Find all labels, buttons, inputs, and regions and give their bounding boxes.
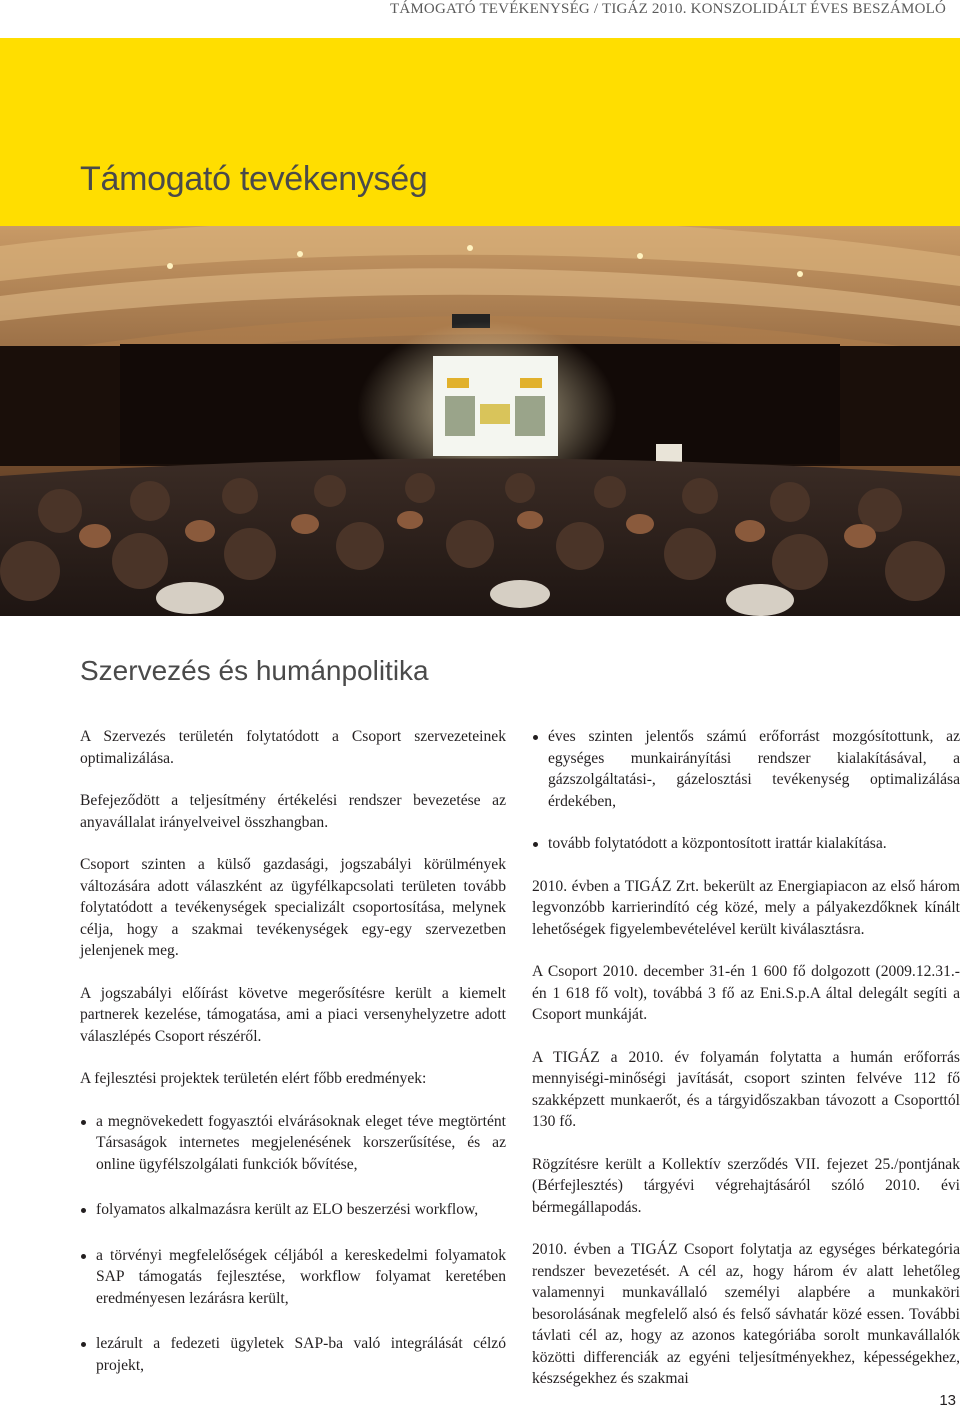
list-item: éves szinten jelentős számú erőforrást mozgósítottunk, az egységes munkairányítási rendszer kialakításával, a gázszolgáltatási-, gázelosztási tevékenység optimalizálása érdekében,: [532, 726, 960, 812]
conference-photo: [0, 226, 960, 616]
paragraph: 2010. évben a TIGÁZ Csoport folytatja az egységes bérkategória rendszer bevezetését. A cél az, hogy három év alatt lehetőleg valamennyi munkavállaló személyi alapbére a munkaköri besorolásának megfelelő alsó és felső sávhatár közé essen. További távlati cél az, hogy az azonos kategóriába sorolt munkavállalók közötti differenciák az egyéni teljesítményekhez, képességekhez, készségekhez és szakmai: [532, 1241, 960, 1387]
right-column: [532, 726, 960, 1411]
page-title: Támogató tevékenység: [80, 160, 428, 198]
paragraph: A fejlesztési projektek területén elért főbb eredmények:: [80, 1070, 427, 1087]
paragraph: A Szervezés területén folytatódott a Csoport szervezeteinek optimalizálása.: [80, 728, 506, 767]
page-number: 13: [939, 1392, 956, 1409]
list-item: tovább folytatódott a központosított irattár kialakítása.: [532, 833, 960, 855]
paragraph: Csoport szinten a külső gazdasági, jogszabályi körülmények változására adott válaszként az ügyfélkapcsolati területen tovább folytatódott a tevékenységek specializált csoportosítása, melynek célja, hogy a szakmai tevékenységek egy-egy szervezetben jelenjenek meg.: [80, 856, 506, 959]
paragraph: A TIGÁZ a 2010. év folyamán folytatta a humán erőforrás mennyiségi-minőségi javítását, csoport szinten felvéve 112 fő szakképzett munkaerőt, és a tárgyidőszakban távozott a Csoporttól 130 fő.: [532, 1048, 960, 1130]
left-column: [80, 726, 506, 1400]
list-item: a törvényi megfelelőségek céljából a kereskedelmi folyamatok SAP támogatás fejlesztése, workflow folyamat keretében eredményesen lezárásra került,: [80, 1245, 506, 1310]
paragraph: A jogszabályi előírást követve megerősítésre került a kiemelt partnerek kezelése, támogatása, ami a piaci versenyhelyzetre adott válaszlépés Csoport részéről.: [80, 984, 506, 1045]
list-item: folyamatos alkalmazásra került az ELO beszerzési workflow,: [80, 1199, 506, 1221]
paragraph: A Csoport 2010. december 31-én 1 600 fő dolgozott (2009.12.31.-én 1 618 fő volt), továbbá 3 fő az Eni.S.p.A által delegált segíti a Csoport munkáját.: [532, 963, 960, 1023]
paragraph: Rögzítésre került a Kollektív szerződés VII. fejezet 25./pontjának (Bérfejlesztés) tárgyévi végrehajtásáról szóló 2010. évi bérmegállapodás.: [532, 1155, 960, 1216]
paragraph: Befejeződött a teljesítmény értékelési rendszer bevezetése az anyavállalat irányelveivel összhangban.: [80, 792, 506, 831]
list-item: a megnövekedett fogyasztói elvárásoknak eleget téve megtörtént Társaságok internetes megjelenésének korszerűsítése, és az online ügyfélszolgálati funkciók bővítése,: [80, 1111, 506, 1176]
list-item: lezárult a fedezeti ügyletek SAP-ba való integrálását célzó projekt,: [80, 1333, 506, 1376]
running-header: TÁMOGATÓ TEVÉKENYSÉG / TIGÁZ 2010. KONSZOLIDÁLT ÉVES BESZÁMOLÓ: [390, 1, 946, 17]
section-title: Szervezés és humánpolitika: [80, 655, 429, 686]
results-list-continued: [532, 726, 960, 855]
conference-hall-image: [0, 226, 960, 616]
paragraph: 2010. évben a TIGÁZ Zrt. bekerült az Energiapiacon az első három legvonzóbb karrierindító cég közé, mely a pályakezdőknek kínált lehetőségek figyelembevételével került kiválasztásra.: [532, 877, 960, 938]
title-banner: [0, 38, 960, 226]
results-list: [80, 1111, 506, 1377]
